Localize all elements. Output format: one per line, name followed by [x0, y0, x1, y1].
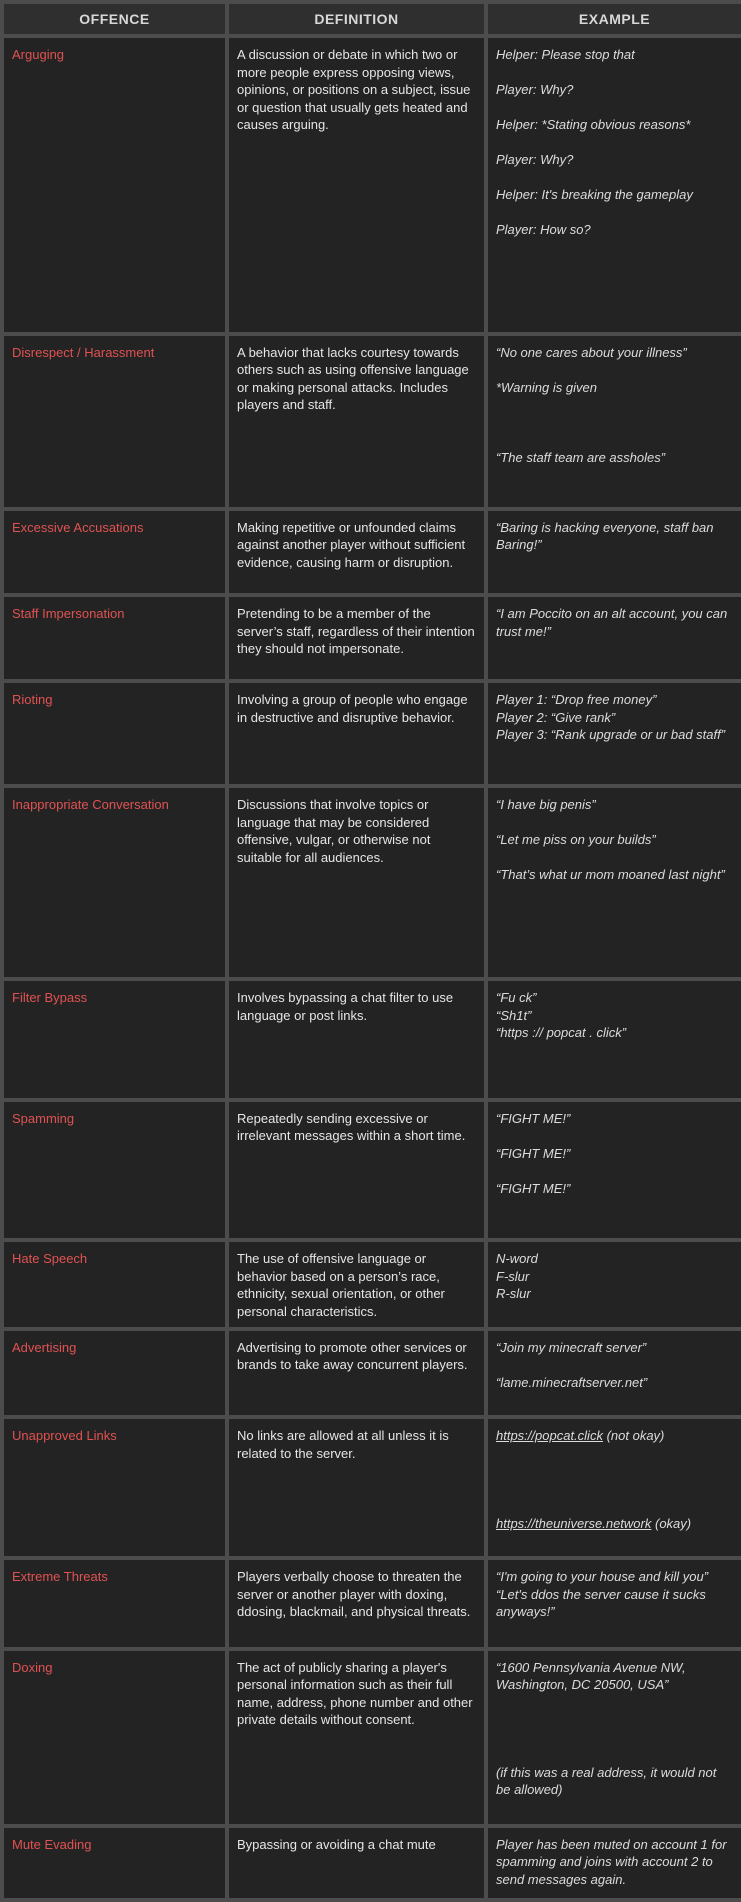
- example-cell: [488, 1242, 741, 1326]
- definition-cell: Players verbally choose to threaten the server or another player with doxing, ddosing, blackmail, and physical threats.: [229, 1560, 484, 1646]
- link-note: (not okay): [606, 1428, 665, 1444]
- definition-cell: Discussions that involve topics or language that may be considered offensive, vulgar, or otherwise not suitable for all audiences.: [229, 788, 484, 977]
- example-line: [496, 1515, 733, 1533]
- example-link[interactable]: https://theuniverse.network: [496, 1515, 652, 1531]
- example-line: “1600 Pennsylvania Avenue NW, Washington, DC 20500, USA”: [496, 1659, 686, 1693]
- offence-cell: Disrespect / Harassment: [4, 336, 225, 507]
- header-definition: DEFINITION: [229, 4, 484, 34]
- example-line: “lame.minecraftserver.net”: [496, 1374, 648, 1390]
- table-row: [4, 336, 741, 507]
- example-line: “FIGHT ME!”: [496, 1145, 571, 1161]
- example-line: Helper: It's breaking the gameplay: [496, 187, 693, 202]
- example-line: “I'm going to your house and kill you”: [496, 1569, 709, 1585]
- definition-cell: Bypassing or avoiding a chat mute: [229, 1828, 484, 1899]
- example-line: Player: How so?: [496, 222, 591, 237]
- offence-cell: Staff Impersonation: [4, 597, 225, 679]
- example-line: “Join my minecraft server”: [496, 1339, 647, 1355]
- example-cell: [488, 597, 741, 679]
- example-line: “I have big penis”: [496, 797, 596, 812]
- definition-cell: Involving a group of people who engage in destructive and disruptive behavior.: [229, 683, 484, 784]
- offence-cell: Unapproved Links: [4, 1419, 225, 1556]
- example-line: Player: Why?: [496, 82, 574, 97]
- definition-cell: Involves bypassing a chat filter to use language or post links.: [229, 981, 484, 1098]
- table-row: [4, 1651, 741, 1824]
- offence-cell: Excessive Accusations: [4, 511, 225, 593]
- example-line: “Let me piss on your builds”: [496, 832, 656, 847]
- example-cell: [488, 981, 741, 1098]
- example-line: [496, 1427, 733, 1445]
- table-row: [4, 38, 741, 332]
- example-cell: [488, 1419, 741, 1556]
- definition-cell: A discussion or debate in which two or more people express opposing views, opinions, or positions on a subject, issue or question that usually gets heated and causes arguing.: [229, 38, 484, 332]
- table-header-row: [4, 4, 741, 34]
- definition-cell: The use of offensive language or behavior based on a person’s race, ethnicity, sexual orientation, or other personal characteristics.: [229, 1242, 484, 1326]
- offence-cell: Filter Bypass: [4, 981, 225, 1098]
- example-cell: [488, 511, 741, 593]
- example-line: F-slur: [496, 1268, 530, 1284]
- example-cell: [488, 336, 741, 507]
- definition-cell: Pretending to be a member of the server’s staff, regardless of their intention they should not impersonate.: [229, 597, 484, 679]
- example-line: “Let's ddos the server cause it sucks anyways!”: [496, 1586, 706, 1620]
- offence-cell: Rioting: [4, 683, 225, 784]
- example-cell: [488, 1331, 741, 1415]
- definition-cell: A behavior that lacks courtesy towards others such as using offensive language or making personal attacks. Includes players and staff.: [229, 336, 484, 507]
- definition-cell: No links are allowed at all unless it is related to the server.: [229, 1419, 484, 1556]
- offence-cell: Advertising: [4, 1331, 225, 1415]
- table-row: [4, 683, 741, 784]
- table-row: [4, 1331, 741, 1415]
- table-row: [4, 1102, 741, 1239]
- example-line: “Sh1t”: [496, 1007, 532, 1023]
- example-cell: [488, 1102, 741, 1239]
- offence-cell: Extreme Threats: [4, 1560, 225, 1646]
- example-line: “Fu ck”: [496, 990, 537, 1006]
- definition-cell: Making repetitive or unfounded claims against another player without sufficient evidence, causing harm or disruption.: [229, 511, 484, 593]
- table-row: [4, 1828, 741, 1899]
- table-row: [4, 597, 741, 679]
- example-line: “I am Poccito on an alt account, you can trust me!”: [496, 606, 728, 639]
- example-cell: [488, 1651, 741, 1824]
- example-line: Helper: Please stop that: [496, 47, 635, 62]
- example-line: Helper: *Stating obvious reasons*: [496, 117, 691, 132]
- offence-cell: Spamming: [4, 1102, 225, 1239]
- example-line: “https :// popcat . click”: [496, 1025, 627, 1041]
- table-row: [4, 1419, 741, 1556]
- header-offence: OFFENCE: [4, 4, 225, 34]
- example-line: “That’s what ur mom moaned last night”: [496, 867, 725, 882]
- example-line: Player has been muted on account 1 for spamming and joins with account 2 to send messages again.: [496, 1836, 727, 1887]
- example-cell: [488, 1828, 741, 1899]
- example-line: Player 1: “Drop free money”: [496, 692, 657, 708]
- offence-cell: Doxing: [4, 1651, 225, 1824]
- example-cell: [488, 788, 741, 977]
- offence-cell: Arguging: [4, 38, 225, 332]
- example-line: “FIGHT ME!”: [496, 1180, 571, 1196]
- example-line: *Warning is given: [496, 379, 597, 395]
- example-cell: [488, 1560, 741, 1646]
- definition-cell: Repeatedly sending excessive or irrelevant messages within a short time.: [229, 1102, 484, 1239]
- example-line: “FIGHT ME!”: [496, 1110, 571, 1126]
- example-line: R-slur: [496, 1286, 531, 1302]
- example-line: (if this was a real address, it would not be allowed): [496, 1764, 717, 1798]
- table-row: [4, 1242, 741, 1326]
- offence-cell: Mute Evading: [4, 1828, 225, 1899]
- table-row: [4, 511, 741, 593]
- table-row: [4, 981, 741, 1098]
- header-example: EXAMPLE: [488, 4, 741, 34]
- example-cell: [488, 683, 741, 784]
- example-line: Player: Why?: [496, 152, 574, 167]
- table-row: [4, 788, 741, 977]
- example-line: “Baring is hacking everyone, staff ban Baring!”: [496, 519, 714, 553]
- example-line: Player 2: “Give rank”: [496, 709, 616, 725]
- offence-cell: Inappropriate Conversation: [4, 788, 225, 977]
- definition-cell: The act of publicly sharing a player's personal information such as their full name, address, phone number and other private details without consent.: [229, 1651, 484, 1824]
- table-row: [4, 1560, 741, 1646]
- example-cell: [488, 38, 741, 332]
- example-line: N-word: [496, 1251, 538, 1267]
- definition-cell: Advertising to promote other services or brands to take away concurrent players.: [229, 1331, 484, 1415]
- offence-cell: Hate Speech: [4, 1242, 225, 1326]
- example-line: Player 3: “Rank upgrade or ur bad staff”: [496, 727, 726, 743]
- example-line: “No one cares about your illness”: [496, 344, 687, 360]
- example-link[interactable]: https://popcat.click: [496, 1428, 603, 1444]
- link-note: (okay): [654, 1515, 692, 1531]
- example-line: “The staff team are assholes”: [496, 449, 666, 465]
